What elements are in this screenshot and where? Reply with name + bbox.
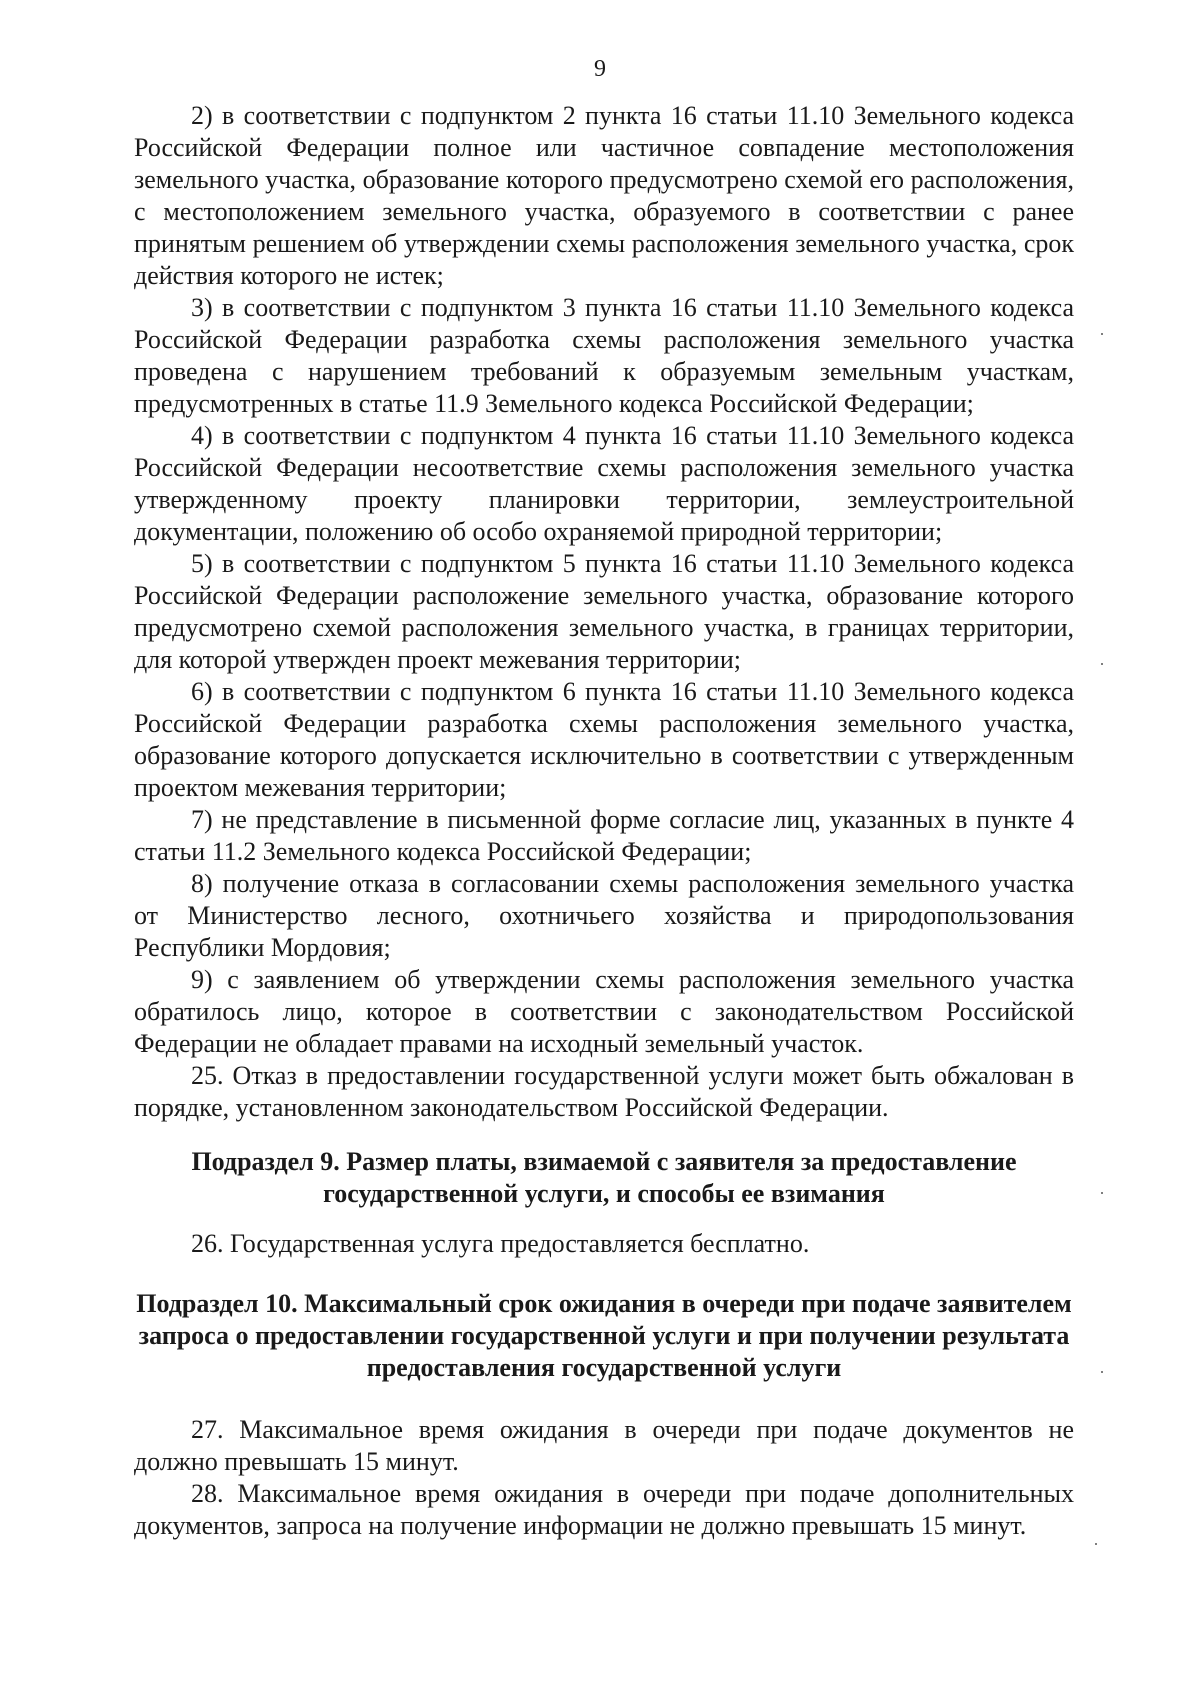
paragraph-28: 28. Максимальное время ожидания в очереди при подаче дополнительных документов, запроса на получение информации не должно превышать 15 минут. — [134, 1479, 1074, 1540]
list-item-6: 6) в соответствии с подпунктом 6 пункта 16 статьи 11.10 Земельного кодекса Российской Федерации разработка схемы расположения земельного участка, образование которого допускается исключительно в соответствии с утвержденным проектом межевания территории; — [134, 677, 1074, 802]
paragraph-27: 27. Максимальное время ожидания в очереди при подаче документов не должно превышать 15 минут. — [134, 1415, 1074, 1476]
scan-speck — [1101, 1371, 1103, 1373]
list-item-9: 9) с заявлением об утверждении схемы расположения земельного участка обратилось лицо, которое в соответствии с законодательством Российской Федерации не обладает правами на исходный земельный участок. — [134, 965, 1074, 1058]
paragraph-25: 25. Отказ в предоставлении государственной услуги может быть обжалован в порядке, установленном законодательством Российской Федерации. — [134, 1061, 1074, 1122]
list-item-3: 3) в соответствии с подпунктом 3 пункта 16 статьи 11.10 Земельного кодекса Российской Федерации разработка схемы расположения земельного участка проведена с нарушением требований к образуемым земельным участкам, предусмотренных в статье 11.9 Земельного кодекса Российской Федерации; — [134, 293, 1074, 418]
list-item-4: 4) в соответствии с подпунктом 4 пункта 16 статьи 11.10 Земельного кодекса Российской Федерации несоответствие схемы расположения земельного участка утвержденному проекту планировки территории, землеустроительной документации, положению об особо охраняемой природной территории; — [134, 421, 1074, 546]
subsection-9-heading: Подраздел 9. Размер платы, взимаемой с заявителя за предоставление государственной услуги, и способы ее взимания — [191, 1147, 1017, 1208]
scan-speck — [1101, 663, 1103, 665]
paragraph-26: 26. Государственная услуга предоставляется бесплатно. — [191, 1229, 810, 1258]
page-number: 9 — [594, 56, 606, 82]
list-item-7: 7) не представление в письменной форме согласие лиц, указанных в пункте 4 статьи 11.2 Земельного кодекса Российской Федерации; — [134, 805, 1074, 866]
scan-speck — [1101, 1192, 1103, 1194]
scan-speck — [1095, 1543, 1097, 1545]
list-item-5: 5) в соответствии с подпунктом 5 пункта 16 статьи 11.10 Земельного кодекса Российской Федерации расположение земельного участка, образование которого предусмотрено схемой расположения земельного участка, в границах территории, для которой утвержден проект межевания территории; — [134, 549, 1074, 674]
subsection-10-heading: Подраздел 10. Максимальный срок ожидания в очереди при подаче заявителем запроса о предоставлении государственной услуги и при получении результата предоставления государственной услуги — [136, 1289, 1072, 1382]
list-item-2: 2) в соответствии с подпунктом 2 пункта 16 статьи 11.10 Земельного кодекса Российской Федерации полное или частичное совпадение местоположения земельного участка, образование которого предусмотрено схемой его расположения, с местоположением земельного участка, образуемого в соответствии с ранее принятым решением об утверждении схемы расположения земельного участка, срок действия которого не истек; — [134, 101, 1074, 290]
list-item-8: 8) получение отказа в согласовании схемы расположения земельного участка от Министерство лесного, охотничьего хозяйства и природопользования Республики Мордовия; — [134, 869, 1074, 962]
document-body — [134, 100, 1074, 1542]
scan-speck — [1101, 333, 1103, 335]
